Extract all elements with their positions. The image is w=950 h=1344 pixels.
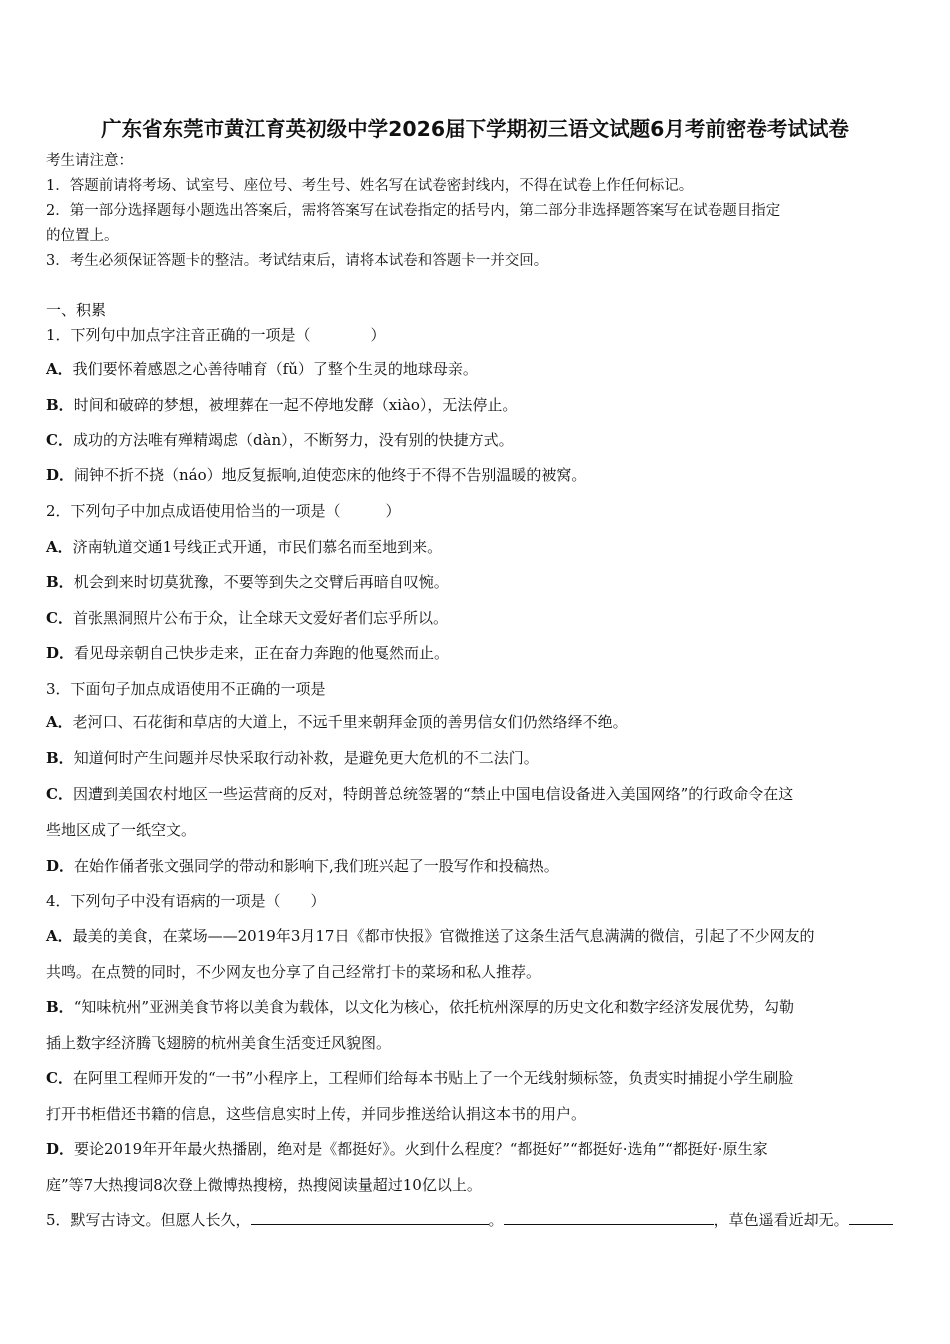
option-text: 要论2019年开年最火热播剧，绝对是《都挺好》。火到什么程度？“都挺好”“都挺好·选角”“都挺好·原生家: [74, 1140, 768, 1158]
question-3-stem: 3．下面句子加点成语使用不正确的一项是: [46, 680, 326, 698]
q4-option-d-cont: 庭”等7大热搜词8次登上微博热搜榜，热搜阅读量超过10亿以上。: [46, 1176, 482, 1194]
notice-item-1: 1．答题前请将考场、试室号、座位号、考生号、姓名写在试卷密封线内，不得在试卷上作任何标记。: [46, 178, 694, 194]
option-letter: C．: [46, 431, 73, 449]
notice-heading: 考生请注意：: [46, 153, 133, 169]
q2-option-a: [46, 537, 916, 557]
notice-item-3: 3．考生必须保证答题卡的整洁。考试结束后，请将本试卷和答题卡一并交回。: [46, 253, 549, 269]
option-letter: B．: [46, 749, 74, 767]
option-text: 看见母亲朝自己快步走来，正在奋力奔跑的他戛然而止。: [74, 644, 450, 662]
notice-item-2-cont: 的位置上。: [46, 228, 119, 244]
option-letter: C．: [46, 609, 73, 627]
q3-option-a: [46, 712, 916, 732]
option-letter: D．: [46, 644, 75, 662]
option-text: 首张黑洞照片公布于众，让全球天文爱好者们忘乎所以。: [72, 609, 448, 627]
q4-option-c-cont: 打开书柜借还书籍的信息，这些信息实时上传，并同步推送给认捐这本书的用户。: [46, 1105, 587, 1123]
answer-blank-1[interactable]: [251, 1210, 489, 1225]
option-text: 在阿里工程师开发的“一书”小程序上，工程师们给每本书贴上了一个无线射频标签，负责实时捕捉小学生刷脸: [72, 1069, 794, 1087]
q4-option-d: [46, 1139, 916, 1159]
question-2-stem: 2．下列句子中加点成语使用恰当的一项是（ ）: [46, 502, 401, 520]
option-letter: D．: [46, 1140, 75, 1158]
option-letter: B．: [46, 396, 74, 414]
q1-option-d: [46, 465, 916, 485]
q1-option-a: [46, 359, 916, 379]
option-text: “知味杭州”亚洲美食节将以美食为载体，以文化为核心，依托杭州深厚的历史文化和数字经济发展优势，勾勒: [73, 998, 795, 1016]
option-text: 知道何时产生问题并尽快采取行动补救，是避免更大危机的不二法门。: [73, 749, 539, 767]
option-letter: A．: [46, 927, 73, 945]
q4-option-c: [46, 1068, 916, 1088]
option-text: 成功的方法唯有殚精竭虑（dàn），不断努力，没有别的快捷方式。: [72, 431, 514, 449]
option-letter: D．: [46, 466, 75, 484]
q1-option-b: [46, 395, 916, 415]
option-text: 济南轨道交通1号线正式开通，市民们慕名而至地到来。: [72, 538, 443, 556]
q2-option-c: [46, 608, 916, 628]
q4-option-a: [46, 926, 916, 946]
q4-option-a-cont: 共鸣。在点赞的同时，不少网友也分享了自己经常打卡的菜场和私人推荐。: [46, 963, 542, 981]
option-letter: C．: [46, 1069, 73, 1087]
q5-mid: 。: [488, 1211, 504, 1229]
q5-suffix: ，草色遥看近却无。: [713, 1211, 849, 1229]
option-letter: A．: [46, 360, 73, 378]
q2-option-b: [46, 572, 916, 592]
option-text: 因遭到美国农村地区一些运营商的反对，特朗普总统签署的“禁止中国电信设备进入美国网络”的行政命令在这: [72, 785, 794, 803]
option-text: 我们要怀着感恩之心善待哺育（fǔ）了整个生灵的地球母亲。: [72, 360, 478, 378]
option-text: 在始作俑者张文强同学的带动和影响下,我们班兴起了一股写作和投稿热。: [74, 857, 559, 875]
option-text: 闹钟不折不挠（náo）地反复振响,迫使恋床的他终于不得不告别温暖的被窝。: [74, 466, 587, 484]
option-letter: D．: [46, 857, 75, 875]
question-5: [46, 1210, 916, 1230]
notice-item-2: 2．第一部分选择题每小题选出答案后，需将答案写在试卷指定的括号内，第二部分非选择题答案写在试卷题目指定: [46, 203, 781, 219]
q4-option-b-cont: 插上数字经济腾飞翅膀的杭州美食生活变迁风貌图。: [46, 1034, 392, 1052]
option-letter: B．: [46, 998, 74, 1016]
answer-blank-3[interactable]: [849, 1210, 893, 1225]
q4-option-b: [46, 997, 916, 1017]
option-text: 机会到来时切莫犹豫，不要等到失之交臂后再暗自叹惋。: [73, 573, 449, 591]
q3-option-b: [46, 748, 916, 768]
q3-option-c: [46, 784, 916, 804]
answer-blank-2[interactable]: [504, 1210, 714, 1225]
option-text: 时间和破碎的梦想，被埋葬在一起不停地发酵（xiào），无法停止。: [73, 396, 518, 414]
question-4-stem: 4．下列句子中没有语病的一项是（ ）: [46, 892, 326, 910]
q5-prefix: 5．默写古诗文。但愿人长久，: [46, 1211, 251, 1229]
section-heading: 一、积累: [46, 301, 107, 319]
question-1-stem: 1．下列句中加点字注音正确的一项是（ ）: [46, 326, 386, 344]
option-letter: A．: [46, 538, 73, 556]
option-letter: C．: [46, 785, 73, 803]
option-letter: B．: [46, 573, 74, 591]
q1-option-c: [46, 430, 916, 450]
q2-option-d: [46, 643, 916, 663]
option-letter: A．: [46, 713, 73, 731]
q3-option-d: [46, 856, 916, 876]
page-title: 广东省东莞市黄江育英初级中学2026届下学期初三语文试题6月考前密卷考试试卷: [101, 117, 849, 141]
option-text: 最美的美食，在菜场——2019年3月17日《都市快报》官微推送了这条生活气息满满的微信，引起了不少网友的: [72, 927, 815, 945]
option-text: 老河口、石花街和草店的大道上，不远千里来朝拜金顶的善男信女们仍然络绎不绝。: [72, 713, 628, 731]
q3-option-c-cont: 些地区成了一纸空文。: [46, 821, 197, 839]
